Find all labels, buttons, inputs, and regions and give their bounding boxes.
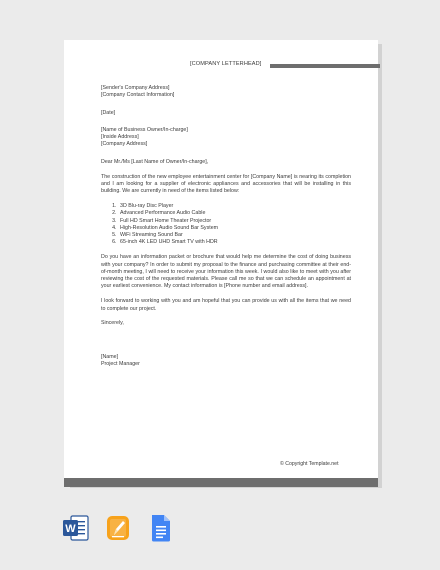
list-item: 4. High-Resolution Audio Sound Bar System: [118, 225, 351, 232]
copyright-text: © Copyright Template.net: [280, 461, 339, 467]
letterhead-label: [COMPANY LETTERHEAD]: [190, 61, 262, 67]
google-docs-icon[interactable]: [146, 513, 174, 543]
salutation: Dear Mr./Ms [Last Name of Owner/In-charge],: [101, 158, 209, 165]
signoff: Sincerely,: [101, 320, 124, 327]
request-paragraph: Do you have an information packet or brochure that would help me determine the cost of doing business with your company? In order to submit my proposal to the finance and purchasing committee at their end-of-month meeting, I will need to receive your information this week. I would also like to meet with you after reviewing the cost of the requested materials. Please call me so that we can schedule an appointment at your earliest convenience. My contact information is [Phone number and email address].: [101, 254, 351, 290]
signature-title: Project Manager: [101, 360, 140, 367]
list-item: 5. WiFi Streaming Sound Bar: [118, 232, 351, 239]
recipient-name: [Name of Business Owner/In-charge]: [101, 126, 188, 133]
list-item: 3. Full HD Smart Home Theater Projector: [118, 218, 351, 225]
closing-paragraph: I look forward to working with you and am hopeful that you can provide us with all the items that we need to complete our project.: [101, 298, 351, 312]
items-list: [101, 203, 351, 247]
recipient-company-address: [Company Address]: [101, 141, 148, 148]
page-bottom-band: [64, 478, 378, 487]
pages-icon[interactable]: [104, 513, 132, 543]
svg-text:W: W: [65, 523, 76, 535]
word-icon[interactable]: [62, 513, 90, 543]
intro-paragraph: The construction of the new employee entertainment center for [Company Name] is nearing its completion and I am looking for a supplier of electronic appliances and accessories that will be installing in this building. We are currently in need of the items listed below:: [101, 173, 351, 195]
sender-contact: [Company Contact Information]: [101, 92, 175, 99]
list-item: 1. 3D Blu-ray Disc Player: [118, 203, 351, 210]
letterhead-bar: [270, 64, 380, 68]
app-icons: [62, 513, 174, 543]
list-item: 2. Advanced Performance Audio Cable: [118, 210, 351, 217]
letter-date: [Date]: [101, 109, 116, 116]
signature-name: [Name]: [101, 353, 119, 360]
letter-body: [101, 85, 351, 368]
sender-address: [Sender's Company Address]: [101, 85, 170, 91]
recipient-inside-address: [Inside Address]: [101, 134, 139, 141]
list-item: 6. 65-inch 4K LED UHD Smart TV with HDR: [118, 239, 351, 246]
